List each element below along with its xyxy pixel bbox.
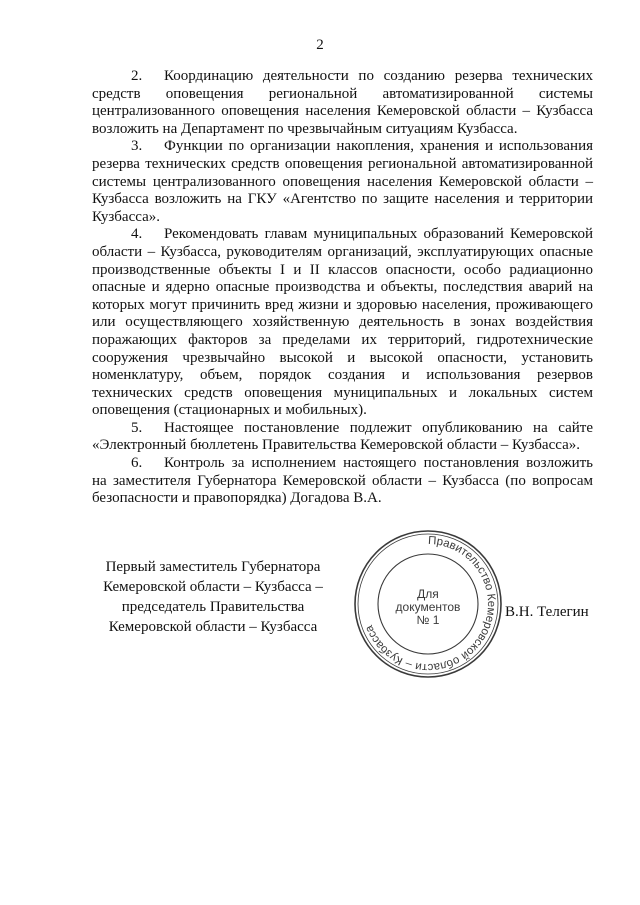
paragraph-number: 2. [131, 68, 143, 84]
paragraph-4 [92, 226, 593, 420]
signature-title-line: Кемеровской области – Кузбасса – [103, 579, 323, 595]
document-body [92, 68, 593, 508]
paragraph-number: 6. [131, 455, 143, 472]
official-stamp [352, 528, 504, 680]
paragraph-text: Настоящее постановление подлежит опубликованию на сайте «Электронный бюллетень Правительства Кемеровской области – Кузбасса». [92, 419, 593, 454]
signature-title-line: Первый заместитель Губернатора [105, 559, 321, 575]
paragraph-5 [92, 420, 593, 455]
paragraph-number: 4. [131, 226, 143, 243]
paragraph-3 [92, 138, 593, 226]
stamp-center-line: № 1 [416, 613, 440, 627]
paragraph-2 [92, 68, 593, 138]
signature-title-line: Кемеровской области – Кузбасса [108, 619, 318, 635]
stamp-ring-textpath: Правительство Кемеровской области – Кузбасса [363, 534, 497, 674]
paragraph-text: Функции по организации накопления, хранения и использования резерва технических средств оповещения региональной автоматизированной системы централизованного оповещения населения Кемеровской области – Кузбасса возложить на ГКУ «Агентство по защите населения и территории Кузбасса». [92, 138, 593, 225]
signature-title [88, 557, 338, 637]
paragraph-text: Координацию деятельности по созданию резерва технических средств оповещения региональной автоматизированной системы централизованного оповещения населения Кемеровской области – Кузбасса возложить на Департамент по чрезвычайным ситуациям Кузбасса. [92, 68, 593, 137]
paragraph-number: 3. [131, 138, 143, 155]
paragraph-text: Контроль за исполнением настоящего постановления возложить на заместителя Губернатора Кемеровской области – Кузбасса (по вопросам безопасности и правопорядка) Догадова В.А. [92, 455, 593, 507]
stamp-center-line: Для [417, 587, 439, 601]
paragraph-text: Рекомендовать главам муниципальных образований Кемеровской области – Кузбасса, руководителям организаций, эксплуатирующих опасные производственные объекты I и II классов опасности, особо радиационно опасные и ядерно опасные производства и объекты, последствия аварий на которых могут причинить вред жизни и здоровью населения, проживающего или осуществляющего хозяйственную деятельность в зонах воздействия поражающих факторов за пределами их территорий, гидротехнические сооружения чрезвычайно высокой и высокой опасности, установить номенклатуру, объем, порядок создания и использования резервов технических средств оповещения муниципальных и локальных систем оповещения (стационарных и мобильных). [92, 226, 593, 419]
paragraph-number: 5. [131, 419, 143, 436]
stamp-center-text [352, 588, 504, 627]
signer-name: В.Н. Телегин [505, 604, 589, 620]
signature-title-line: председатель Правительства [121, 599, 305, 615]
paragraph-6 [92, 455, 593, 508]
stamp-center-line: документов [395, 600, 461, 614]
page-number: 2 [316, 37, 324, 53]
